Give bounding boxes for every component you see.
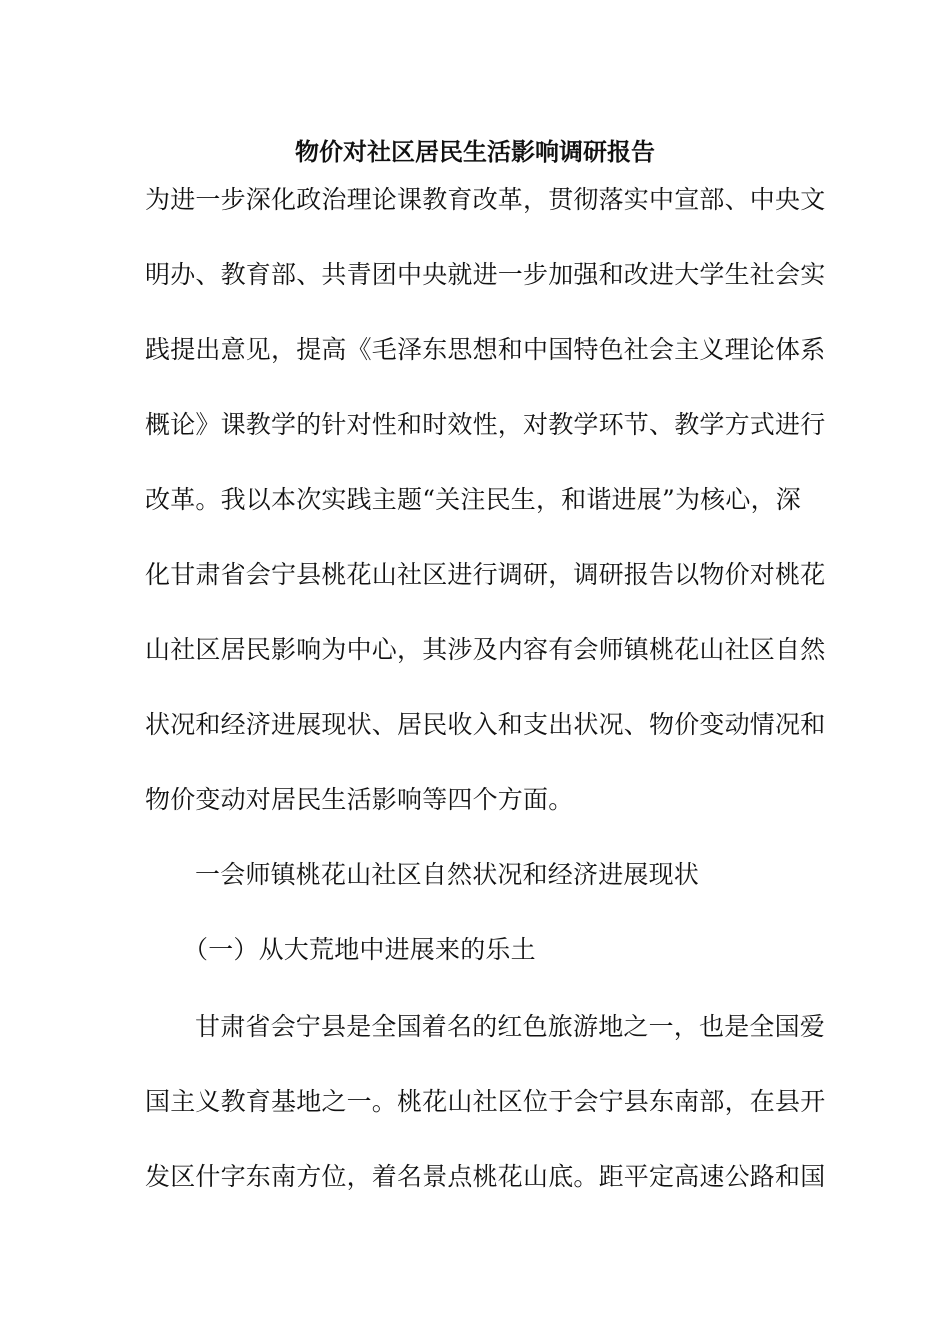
paragraph-line: 践提出意见，提高《毛泽东思想和中国特色社会主义理论体系 [145, 335, 826, 364]
subsection-heading: （一）从大荒地中进展来的乐土 [183, 935, 536, 964]
paragraph-line: 状况和经济进展现状、居民收入和支出状况、物价变动情况和 [145, 710, 826, 739]
section-heading: 一会师镇桃花山社区自然状况和经济进展现状 [195, 860, 700, 889]
paragraph-line: 改革。我以本次实践主题“关注民生，和谐进展”为核心，深 [145, 485, 801, 514]
paragraph-line: 明办、教育部、共青团中央就进一步加强和改进大学生社会实 [145, 260, 826, 289]
paragraph-line: 国主义教育基地之一。桃花山社区位于会宁县东南部，在县开 [145, 1087, 826, 1116]
paragraph-line: 发区什字东南方位，着名景点桃花山底。距平定高速公路和国 [145, 1162, 826, 1191]
paragraph-line: 山社区居民影响为中心，其涉及内容有会师镇桃花山社区自然 [145, 635, 826, 664]
document-title: 物价对社区居民生活影响调研报告 [295, 137, 655, 166]
paragraph-line: 为进一步深化政治理论课教育改革，贯彻落实中宣部、中央文 [145, 185, 826, 214]
paragraph-line: 甘肃省会宁县是全国着名的红色旅游地之一，也是全国爱 [195, 1012, 826, 1041]
paragraph-line: 物价变动对居民生活影响等四个方面。 [145, 785, 574, 814]
paragraph-line: 化甘肃省会宁县桃花山社区进行调研，调研报告以物价对桃花 [145, 560, 826, 589]
paragraph-line: 概论》课教学的针对性和时效性，对教学环节、教学方式进行 [145, 410, 826, 439]
